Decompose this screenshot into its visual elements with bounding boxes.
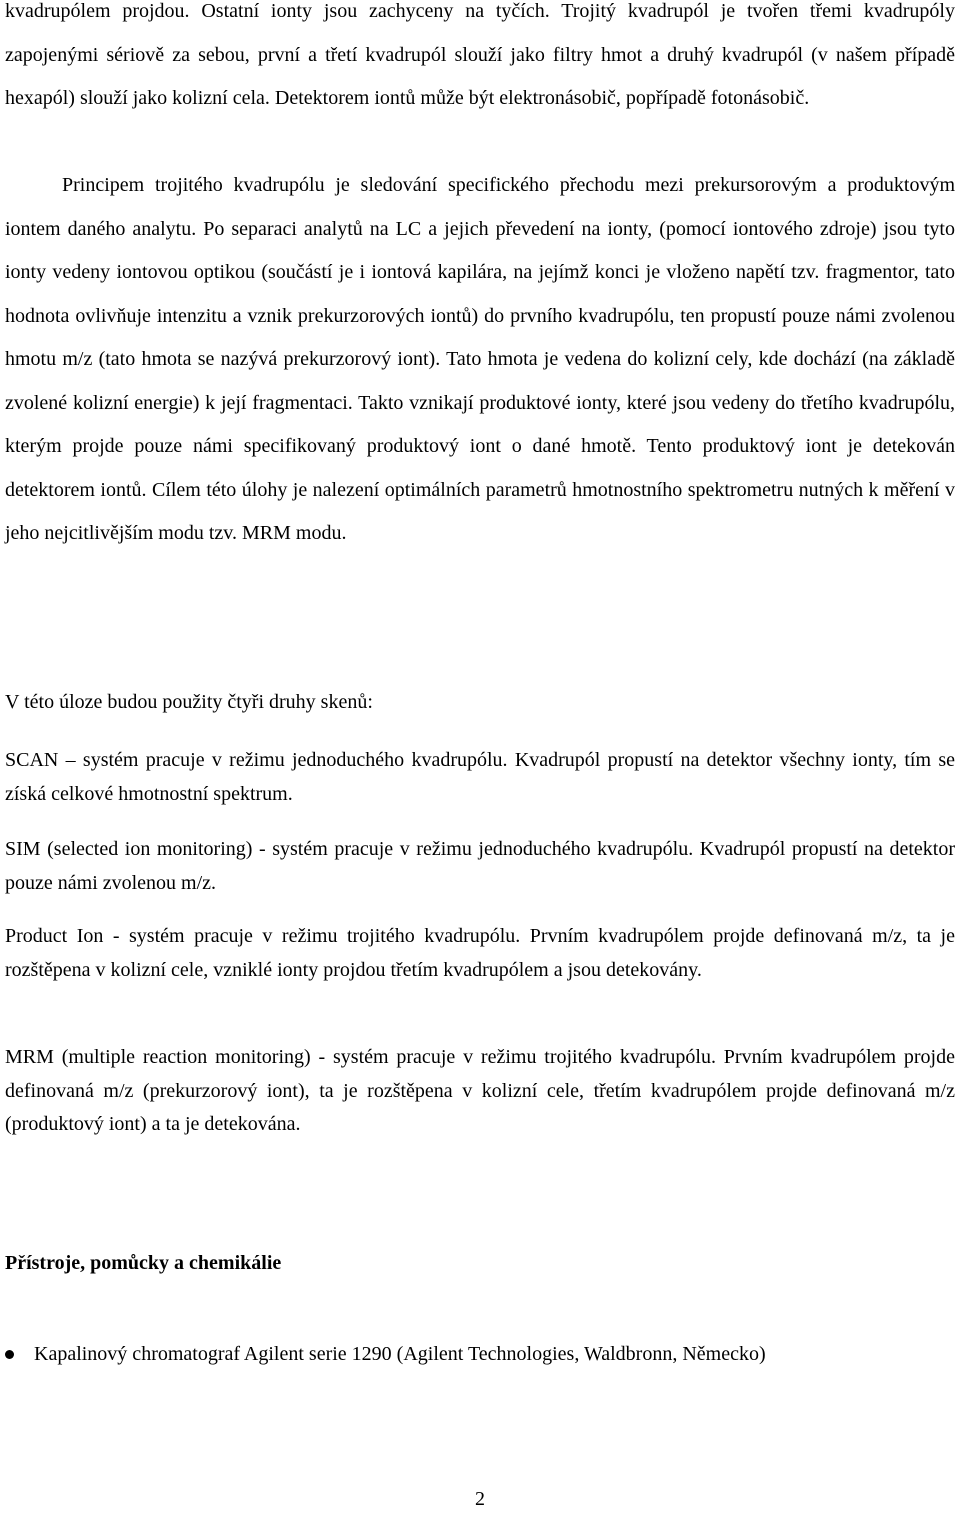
- paragraph-product-ion-mode: Product Ion - systém pracuje v režimu trojitého kvadrupólu. Prvním kvadrupólem projde definovaná m/z, ta je rozštěpena v kolizní cele, vzniklé ionty projdou třetím kvadrupólem a jsou detekovány.: [5, 925, 955, 981]
- equipment-list: [5, 1333, 955, 1377]
- section-heading: Přístroje, pomůcky a chemikálie: [5, 1252, 282, 1274]
- list-item: [5, 1333, 955, 1377]
- paragraph-mrm-mode: MRM (multiple reaction monitoring) - systém pracuje v režimu trojitého kvadrupólu. Prvním kvadrupólem projde definovaná m/z (prekurzorový iont), ta je rozštěpena v kolizní cele, třetím kvadrupólem projde definovaná m/z (produktový iont) a ta je detekována.: [5, 1046, 955, 1135]
- list-item-text: Kapalinový chromatograf Agilent serie 1290 (Agilent Technologies, Waldbronn, Německo): [34, 1343, 766, 1365]
- paragraph-scan-mode: SCAN – systém pracuje v režimu jednoduchého kvadrupólu. Kvadrupól propustí na detektor všechny ionty, tím se získá celkové hmotnostní spektrum.: [5, 749, 955, 805]
- paragraph-quadrupole-description: kvadrupólem projdou. Ostatní ionty jsou zachyceny na tyčích. Trojitý kvadrupól je tvořen třemi kvadrupóly zapojenými sériově za sebou, první a třetí kvadrupól slouží jako filtry hmot a druhý kvadrupól (v našem případě hexapól) slouží jako kolizní cela. Detektorem iontů může být elektronásobič, popřípadě fotonásobič.: [5, 0, 955, 109]
- bullet-icon: [5, 1350, 14, 1359]
- page-number: 2: [475, 1488, 485, 1510]
- paragraph-sim-mode: SIM (selected ion monitoring) - systém pracuje v režimu jednoduchého kvadrupólu. Kvadrupól propustí na detektor pouze námi zvolenou m/z.: [5, 838, 955, 894]
- paragraph-triple-quadrupole-principle: Principem trojitého kvadrupólu je sledování specifického přechodu mezi prekursorovým a produktovým iontem daného analytu. Po separaci analytů na LC a jejich převedení na ionty, (pomocí iontového zdroje) jsou tyto ionty vedeny iontovou optikou (součástí je i iontová kapilára, na jejímž konci je vloženo napětí tzv. fragmentor, tato hodnota ovlivňuje intenzitu a vznik prekurzorových iontů) do prvního kvadrupólu, ten propustí pouze námi zvolenou hmotu m/z (tato hmota se nazývá prekurzorový iont). Tato hmota je vedena do kolizní cely, kde dochází (na základě zvolené kolizní energie) k její fragmentaci. Takto vznikají produktové ionty, které jsou vedeny do třetího kvadrupólu, kterým projde pouze námi specifikovaný produktový iont o dané hmotě. Tento produktový iont je detekován detektorem iontů. Cílem této úlohy je nalezení optimálních parametrů hmotnostního spektrometru nutných k měření v jeho nejcitlivějším modu tzv. MRM modu.: [5, 174, 955, 544]
- paragraph-scan-types-intro: V této úloze budou použity čtyři druhy skenů:: [5, 691, 373, 713]
